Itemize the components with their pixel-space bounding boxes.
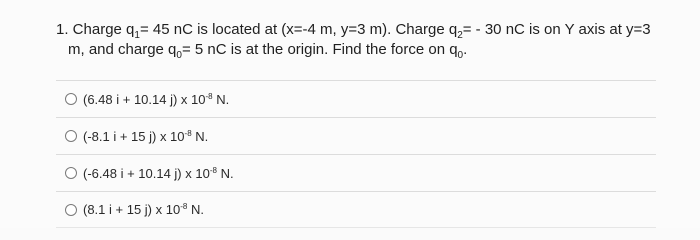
radio-button[interactable] xyxy=(65,93,77,105)
option-text: (-6.48 i + 10.14 j) x 10 xyxy=(83,165,210,181)
exponent: -8 xyxy=(184,128,192,138)
option-text: (-8.1 i + 15 j) x 10 xyxy=(83,128,185,144)
answer-option-label xyxy=(83,166,234,181)
radio-button[interactable] xyxy=(65,167,77,179)
option-text: (6.48 i + 10.14 j) x 10 xyxy=(83,91,206,107)
answer-option-label xyxy=(83,202,204,217)
option-text: (8.1 i + 15 j) x 10 xyxy=(83,202,181,217)
answer-option-label xyxy=(83,92,229,107)
answer-option-2[interactable] xyxy=(56,117,656,154)
question-text-part: . xyxy=(463,41,468,58)
subscript: 1 xyxy=(134,30,140,41)
option-unit: N. xyxy=(212,91,230,107)
exponent: -8 xyxy=(180,202,188,211)
option-unit: N. xyxy=(187,202,204,217)
question-text xyxy=(56,20,656,60)
question-text-part: 1. Charge q xyxy=(56,21,135,38)
question-text-part: = 45 nC is located at (x=-4 m, y=3 m). Charge q xyxy=(139,21,458,38)
answer-option-label xyxy=(83,129,208,144)
question-text-part: = - 30 nC is on Y axis at y=3 m, and charge q xyxy=(68,21,651,58)
subscript: 0 xyxy=(457,50,464,61)
question-text-part: = 5 nC is at the origin. Find the force on q xyxy=(181,41,458,58)
subscript: 0 xyxy=(176,50,182,61)
exponent: -8 xyxy=(209,165,217,175)
answer-option-4[interactable] xyxy=(56,191,656,228)
option-unit: N. xyxy=(216,165,234,181)
radio-button[interactable] xyxy=(65,130,77,142)
subscript: 2 xyxy=(457,30,463,41)
answer-option-1[interactable] xyxy=(56,80,656,117)
exponent: -8 xyxy=(205,91,213,101)
answer-options xyxy=(56,80,656,228)
radio-button[interactable] xyxy=(65,204,77,216)
option-unit: N. xyxy=(191,128,209,144)
answer-option-3[interactable] xyxy=(56,154,656,191)
